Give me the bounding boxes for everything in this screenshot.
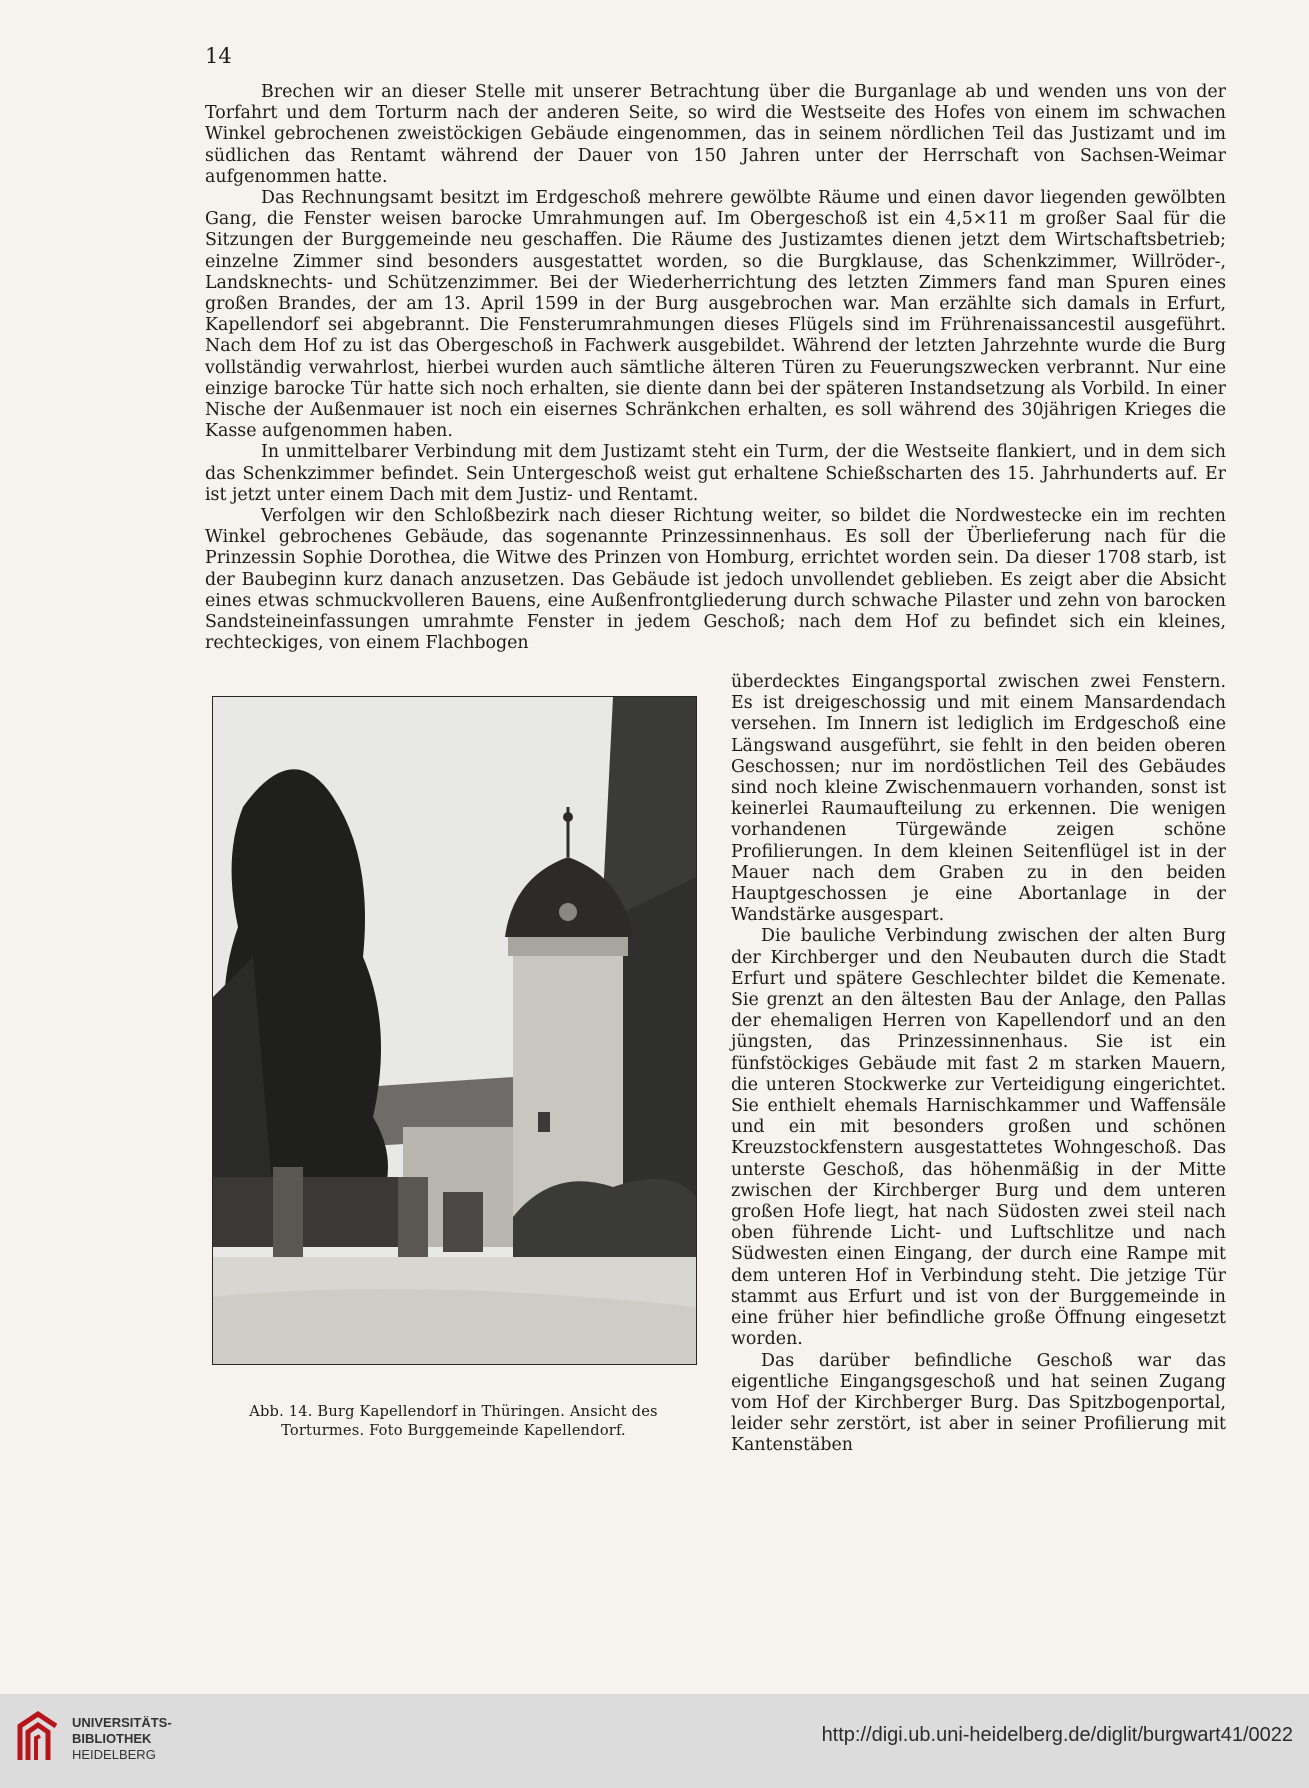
library-name-line: HEIDELBERG xyxy=(72,1747,156,1762)
caption-line: Abb. 14. Burg Kapellendorf in Thüringen. Ansicht des xyxy=(249,1403,658,1420)
library-footer xyxy=(0,1694,1309,1788)
paragraph: Brechen wir an dieser Stelle mit unserer Betrachtung über die Burganlage ab und wenden uns von der Torfahrt und dem Torturm nach der anderen Seite, so wird die Westseite des Hofes von einem im schwachen Winkel gebrochenen zweistöckigen Gebäude eingenommen, das in seinem nördlichen Teil das Justizamt und im südlichen das Rentamt während der Dauer von 150 Jahren unter der Herrschaft von Sachsen-Weimar aufgenommen hatte. xyxy=(205,82,1226,187)
paragraph: überdecktes Eingangsportal zwischen zwei Fenstern. Es ist dreigeschossig und mit einem Mansardendach versehen. Im Innern ist lediglich im Erdgeschoß eine Längswand ausgeführt, sie fehlt in den beiden oberen Geschossen; nur im nordöstlichen Teil des Gebäudes sind noch kleine Zwischenmauern vorhanden, sonst ist keinerlei Raumaufteilung zu erkennen. Die wenigen vorhandenen Türgewände zeigen schöne Profilierungen. In dem kleinen Seitenflügel ist in der Mauer nach dem Graben zu in den beiden Hauptgeschossen je eine Abortanlage in der Wandstärke ausgespart. xyxy=(731,672,1226,926)
side-text-column xyxy=(731,672,1226,1457)
paragraph: Das darüber befindliche Geschoß war das eigentliche Eingangsgeschoß und hat seinen Zugang vom Hof der Kirchberger Burg. Das Spitzbogenportal, leider sehr zerstört, ist aber in seiner Profilierung mit Kantenstäben xyxy=(731,1350,1226,1456)
page-number: 14 xyxy=(205,44,232,68)
photo-illustration xyxy=(213,697,696,1364)
main-text-column xyxy=(205,82,1226,654)
paragraph: In unmittelbarer Verbindung mit dem Justizamt steht ein Turm, der die Westseite flankiert, und in dem sich das Schenkzimmer befindet. Sein Untergeschoß weist gut erhaltene Schießscharten des 15. Jahrhunderts auf. Er ist jetzt unter einem Dach mit dem Justiz- und Rentamt. xyxy=(205,442,1226,505)
paragraph: Verfolgen wir den Schloßbezirk nach dieser Richtung weiter, so bildet die Nordwestecke ein im rechten Winkel gebrochenes Gebäude, das sogenannte Prinzessinnenhaus. Es soll der Überlieferung nach für die Prinzessin Sophie Dorothea, die Witwe des Prinzen von Homburg, errichtet worden sein. Da dieser 1708 starb, ist der Baubeginn kurz danach anzusetzen. Das Gebäude ist jedoch unvollendet geblieben. Es zeigt aber die Absicht eines etwas schmuckvolleren Bauens, eine Außenfrontgliederung durch schwache Pilaster und zehn von barocken Sandsteineinfassungen umrahmte Fenster in jedem Geschoß; nach dem Hof zu befindet sich ein kleines, rechteckiges, von einem Flachbogen xyxy=(205,506,1226,654)
caption-line: Torturmes. Foto Burggemeinde Kapellendorf. xyxy=(281,1422,626,1439)
source-url-link[interactable]: http://digi.ub.uni-heidelberg.de/diglit/burgwart41/0022 xyxy=(821,1724,1293,1746)
library-logo-icon xyxy=(12,1708,64,1768)
library-name-line: UNIVERSITÄTS- xyxy=(72,1715,172,1730)
library-name-line: BIBLIOTHEK xyxy=(72,1731,152,1746)
paragraph: Die bauliche Verbindung zwischen der alten Burg der Kirchberger und den Neubauten durch die Stadt Erfurt und spätere Geschlechter bildet die Kemenate. Sie grenzt an den ältesten Bau der Anlage, den Pallas der ehemaligen Herren von Kapellendorf und an den jüngsten, das Prinzessinnenhaus. Sie ist ein fünfstöckiges Gebäude mit fast 2 m starken Mauern, die unteren Stockwerke zur Verteidigung eingerichtet. Sie enthielt ehemals Harnischkammer und Waffensäle und ein mit besonders großen und schönen Kreuzstockfenstern ausgestattetes Wohngeschoß. Das unterste Geschoß, das höhenmäßig in der Mitte zwischen der Kirchberger Burg und dem unteren großen Hofe liegt, hat nach Südosten zwei steil nach oben führende Licht- und Luftschlitze und nach Südwesten einen Eingang, der durch eine Rampe mit dem unteren Hof in Verbindung steht. Die jetzige Tür stammt aus Erfurt und ist von der Burggemeinde in eine früher hier befindliche große Öffnung eingesetzt worden. xyxy=(731,926,1226,1350)
library-name xyxy=(72,1715,172,1763)
paragraph: Das Rechnungsamt besitzt im Erdgeschoß mehrere gewölbte Räume und einen davor liegenden gewölbten Gang, die Fenster weisen barocke Umrahmungen auf. Im Obergeschoß ist ein 4,5×11 m großer Saal für die Sitzungen der Burggemeinde neu geschaffen. Die Räume des Justizamtes dienen jetzt dem Wirtschaftsbetrieb; einzelne Zimmer sind besonders ausgestattet worden, so die Burgklause, das Schenkzimmer, Willröder-, Landsknechts- und Schützenzimmer. Bei der Wiederherrichtung des letzten Zimmers fand man Spuren eines großen Brandes, der am 13. April 1599 in der Burg ausgebrochen war. Man erzählte sich damals in Erfurt, Kapellendorf sei abgebrannt. Die Fensterumrahmungen dieses Flügels sind im Frührenaissancestil ausgeführt. Nach dem Hof zu ist das Obergeschoß in Fachwerk ausgebildet. Während der letzten Jahrzehnte wurde die Burg vollständig verwahrlost, hierbei wurden auch sämtliche älteren Türen zu Feuerungszwecken verbrannt. Nur eine einzige barocke Tür hatte sich noch erhalten, sie diente dann bei der späteren Instandsetzung als Vorbild. In einer Nische der Außenmauer ist noch ein eisernes Schränkchen erhalten, es soll während des 30jährigen Krieges die Kasse aufgenommen haben. xyxy=(205,188,1226,442)
figure-caption xyxy=(205,1402,702,1440)
tower-photograph xyxy=(212,696,697,1365)
